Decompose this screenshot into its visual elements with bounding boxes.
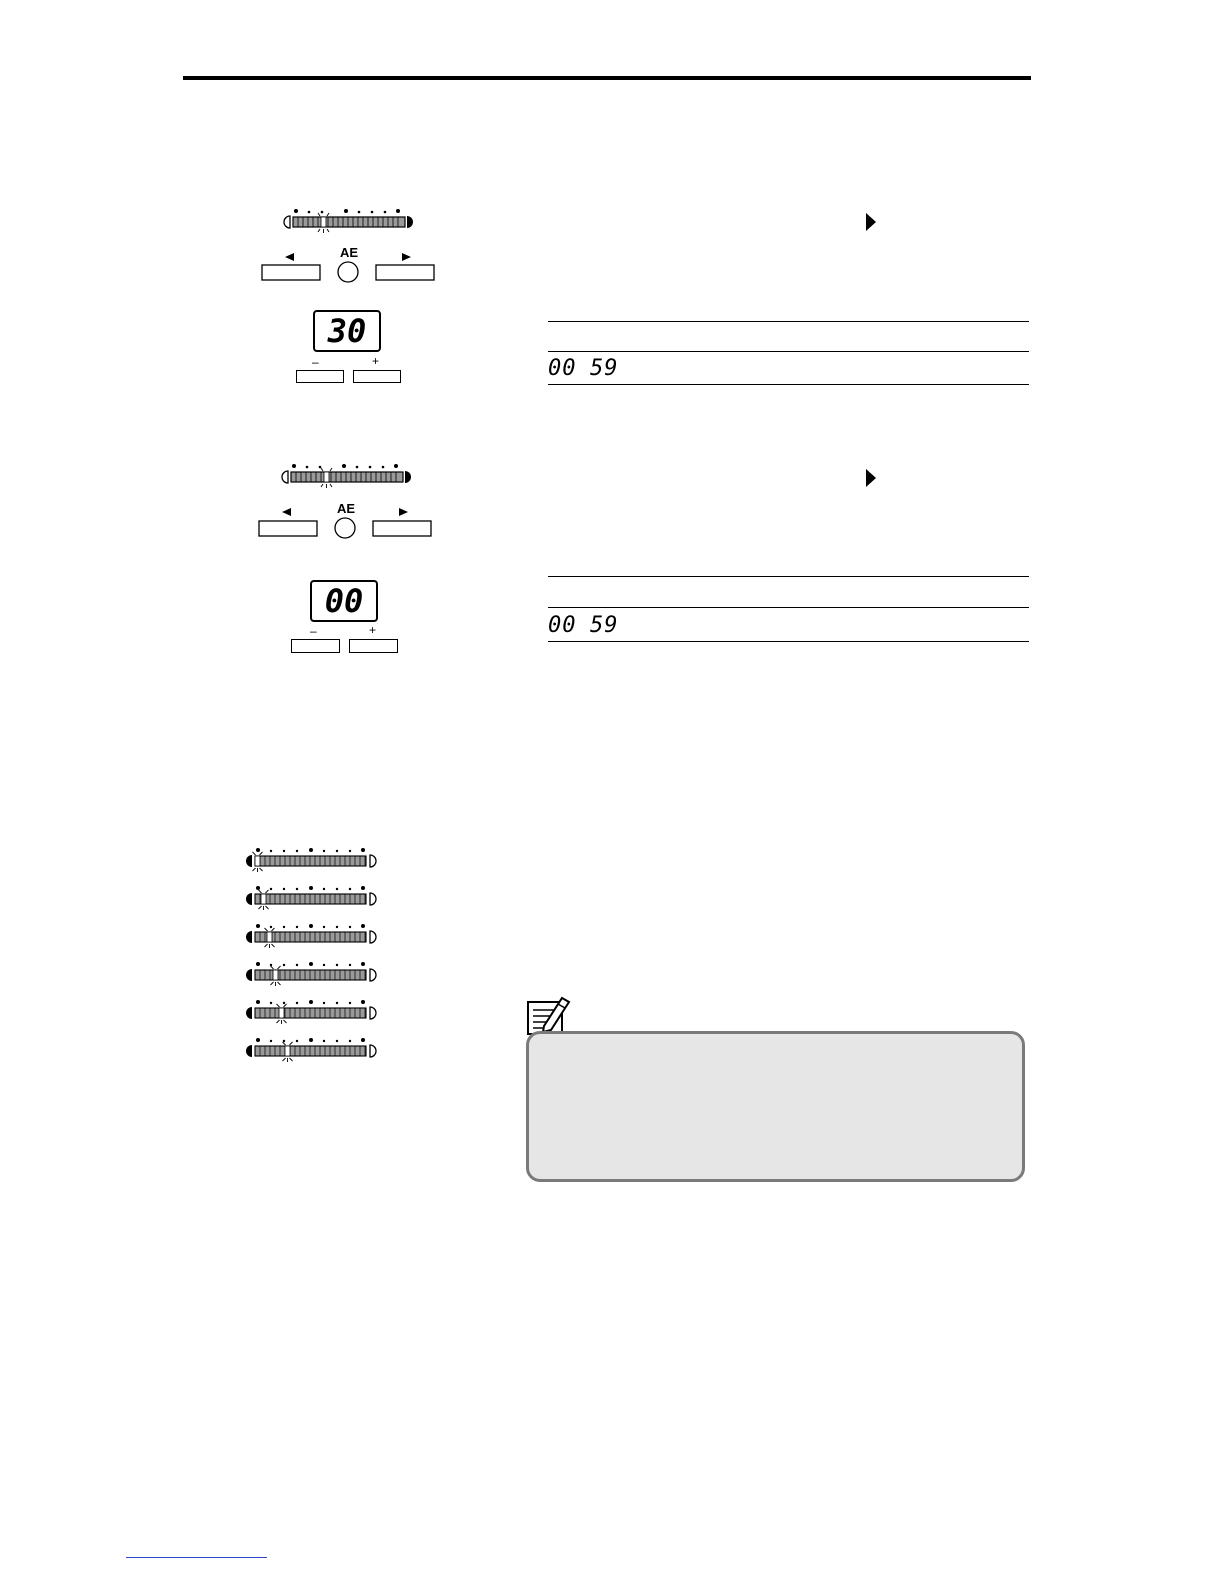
meter-row [246,1000,376,1024]
meter-row [246,924,376,948]
table1-bottom-rule [548,384,1029,385]
ae-label-1: AE [339,245,359,260]
plus-label-2: + [369,623,377,637]
meter-bar-2 [274,460,424,492]
table1-header-rule [548,351,1029,352]
table1-top-rule [548,321,1029,322]
right-button[interactable] [373,521,431,536]
left-arrow-icon [282,508,291,516]
plus-label-1: + [372,354,380,368]
left-button[interactable] [259,521,317,536]
play-triangle-icon [866,469,876,487]
header-rule [183,76,1031,80]
table2-header-rule [548,607,1029,608]
meter-row [246,962,376,986]
table2-range-start: 00 [548,613,577,638]
left-button[interactable] [262,265,320,280]
plus-button-2[interactable] [349,639,398,653]
meter-sequence [242,845,382,1075]
table1-range-start: 00 [548,356,577,381]
table1-range-end: 59 [590,356,619,381]
table2-bottom-rule [548,641,1029,642]
left-arrow-icon [285,253,294,261]
lcd-value-2: 00 [324,582,364,620]
minus-button-1[interactable] [296,370,344,383]
ae-label-2: AE [336,501,356,516]
minus-button-2[interactable] [291,639,340,653]
ae-button[interactable] [338,262,358,282]
minus-label-2: – [310,624,317,638]
lcd-display-1 [313,310,381,352]
minus-label-1: – [312,355,319,369]
meter-sequence-svg [242,845,382,1075]
meter-row [246,848,376,872]
lcd-display-2 [310,580,378,622]
ae-button[interactable] [335,518,355,538]
table2-top-rule [548,576,1029,577]
bottom-link-underline [126,1557,267,1558]
play-triangle-icon [866,213,876,231]
lcd-value-1: 30 [327,312,367,350]
meter-row [246,886,376,910]
meter-row [246,1038,376,1062]
note-box [526,1031,1025,1182]
note-pencil-icon [524,992,572,1036]
right-arrow-icon [402,253,411,261]
right-arrow-icon [399,508,408,516]
table2-range-end: 59 [590,613,619,638]
right-button[interactable] [376,265,434,280]
plus-button-1[interactable] [353,370,401,383]
